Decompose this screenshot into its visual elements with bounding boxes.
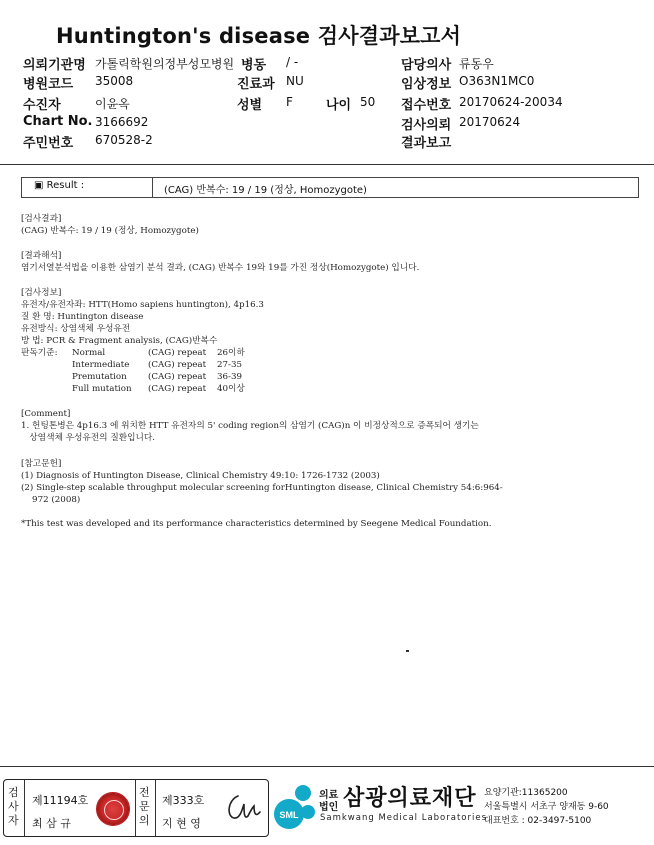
org-phone: 대표번호 : 02-3497-5100 [484, 816, 592, 826]
logo-badge-text: SML [279, 810, 299, 820]
comment-line-1: 1. 헌팅톤병은 4p16.3 에 위치한 HTT 유전자의 5' coding region의 삼염기 (CAG)n 이 비정상적으로 증폭되어 생기는 [21, 421, 479, 431]
doctor-label: 담당의사 [401, 58, 452, 73]
inspector-char: 자 [8, 814, 19, 827]
care-institution-code: 요양기관:11365200 [484, 788, 568, 798]
reference-1: (1) Diagnosis of Huntington Disease, Clinical Chemistry 49:10: 1726-1732 (2003) [21, 471, 380, 481]
doctor-value: 류동우 [459, 57, 494, 71]
method-line: 방 법: PCR & Fragment analysis, (CAG)반복수 [21, 336, 218, 346]
test-request-value: 20170624 [459, 115, 521, 129]
references-heading: [참고문헌] [21, 459, 62, 469]
age-value: 50 [360, 95, 376, 109]
result-label: ▣ Result : [34, 180, 85, 191]
signature-icon [222, 790, 264, 826]
sml-logo-icon [272, 782, 318, 832]
criteria-repeat: (CAG) repeat [148, 360, 207, 370]
footer-divider [0, 766, 654, 767]
org-english-name: Samkwang Medical Laboratories [320, 813, 488, 823]
sex-label: 성별 [237, 98, 263, 113]
criteria-label: 판독기준: [21, 348, 58, 358]
org-address: 서울특별시 서초구 양재동 9-60 [484, 802, 609, 812]
specialist-char: 전 [139, 786, 150, 799]
age-label: 나이 [326, 98, 352, 113]
clinical-info-label: 임상정보 [401, 77, 452, 92]
chart-no-value: 3166692 [95, 115, 149, 129]
disease-line: 질 환 명: Huntington disease [21, 312, 144, 322]
comment-heading: [Comment] [21, 409, 71, 419]
signature-box [3, 779, 269, 837]
header-divider [0, 164, 654, 165]
criteria-range: 26이하 [217, 348, 245, 358]
criteria-repeat: (CAG) repeat [148, 372, 207, 382]
clinical-info-value: O363N1MC0 [459, 74, 535, 88]
patient-label: 수진자 [23, 98, 61, 113]
hospital-code-label: 병원코드 [23, 77, 74, 92]
criteria-name: Full mutation [72, 384, 132, 394]
criteria-name: Intermediate [72, 360, 130, 370]
criteria-range: 40이상 [217, 384, 245, 394]
gene-line: 유전자/유전자좌: HTT(Homo sapiens huntington), 4p16.3 [21, 300, 264, 310]
inspector-char: 사 [8, 800, 19, 813]
requesting-org-value: 가톨릭학원의정부성모병원 [95, 57, 235, 71]
resident-no-label: 주민번호 [23, 136, 74, 151]
chart-no-label: Chart No. [23, 114, 93, 129]
specialist-char: 문 [139, 800, 150, 813]
result-report-label: 결과보고 [401, 136, 452, 151]
disclaimer: *This test was developed and its performance characteristics determined by Seegene Medical Foundation. [21, 519, 492, 529]
specialist-vertical-label [139, 786, 151, 828]
receipt-no-value: 20170624-20034 [459, 95, 563, 109]
result-box-separator [152, 178, 153, 197]
stray-mark [406, 650, 409, 652]
inheritance-line: 유전방식: 상염색체 우성유전 [21, 324, 131, 334]
specialist-name: 지 현 영 [162, 817, 201, 830]
criteria-range: 27-35 [217, 360, 243, 370]
comment-line-2: 상염색체 우성유전의 질환입니다. [21, 433, 156, 443]
sex-value: F [286, 95, 293, 109]
reference-2-continued: 972 (2008) [21, 495, 81, 505]
resident-no-value: 670528-2 [95, 133, 153, 147]
org-prefix-2: 법인 [319, 802, 339, 813]
hospital-code-value: 35008 [95, 74, 134, 88]
requesting-org-label: 의뢰기관명 [23, 58, 86, 73]
ward-label: 병동 [241, 58, 267, 73]
inspector-name: 최 삼 규 [32, 817, 71, 830]
test-result-line: (CAG) 반복수: 19 / 19 (정상, Homozygote) [21, 226, 199, 236]
criteria-range: 36-39 [217, 372, 243, 382]
info-heading: [검사정보] [21, 288, 62, 298]
criteria-name: Premutation [72, 372, 127, 382]
org-name: 삼광의료재단 [343, 786, 477, 811]
test-result-heading: [검사결과] [21, 214, 62, 224]
specialist-char: 의 [139, 814, 150, 827]
inspector-char: 검 [8, 786, 19, 799]
patient-value: 이윤옥 [95, 97, 130, 111]
department-label: 진료과 [237, 77, 275, 92]
result-value: (CAG) 반복수: 19 / 19 (정상, Homozygote) [164, 185, 367, 196]
report-title: Huntington's disease 검사결과보고서 [56, 24, 462, 48]
criteria-repeat: (CAG) repeat [148, 348, 207, 358]
interpretation-heading: [결과해석] [21, 251, 62, 261]
specialist-license-no: 제333호 [162, 794, 205, 807]
org-prefix-1: 의료 [319, 790, 339, 801]
official-seal-icon [96, 792, 130, 826]
department-value: NU [286, 74, 304, 88]
reference-2: (2) Single-step scalable throughput molecular screening forHuntington disease, Clinical Chemistry 54:6:964- [21, 483, 503, 493]
inspector-vertical-label [8, 786, 20, 828]
test-request-label: 검사의뢰 [401, 118, 452, 133]
criteria-name: Normal [72, 348, 106, 358]
interpretation-line: 염기서열분석법을 이용한 삼염기 분석 결과, (CAG) 반복수 19와 19를 가진 정상(Homozygote) 입니다. [21, 263, 420, 273]
result-summary-box [21, 177, 639, 198]
ward-value: / - [286, 55, 299, 69]
criteria-repeat: (CAG) repeat [148, 384, 207, 394]
inspector-license-no: 제11194호 [32, 794, 89, 807]
receipt-no-label: 접수번호 [401, 98, 452, 113]
signature-separator [155, 780, 156, 836]
signature-separator [135, 780, 136, 836]
signature-separator [24, 780, 25, 836]
